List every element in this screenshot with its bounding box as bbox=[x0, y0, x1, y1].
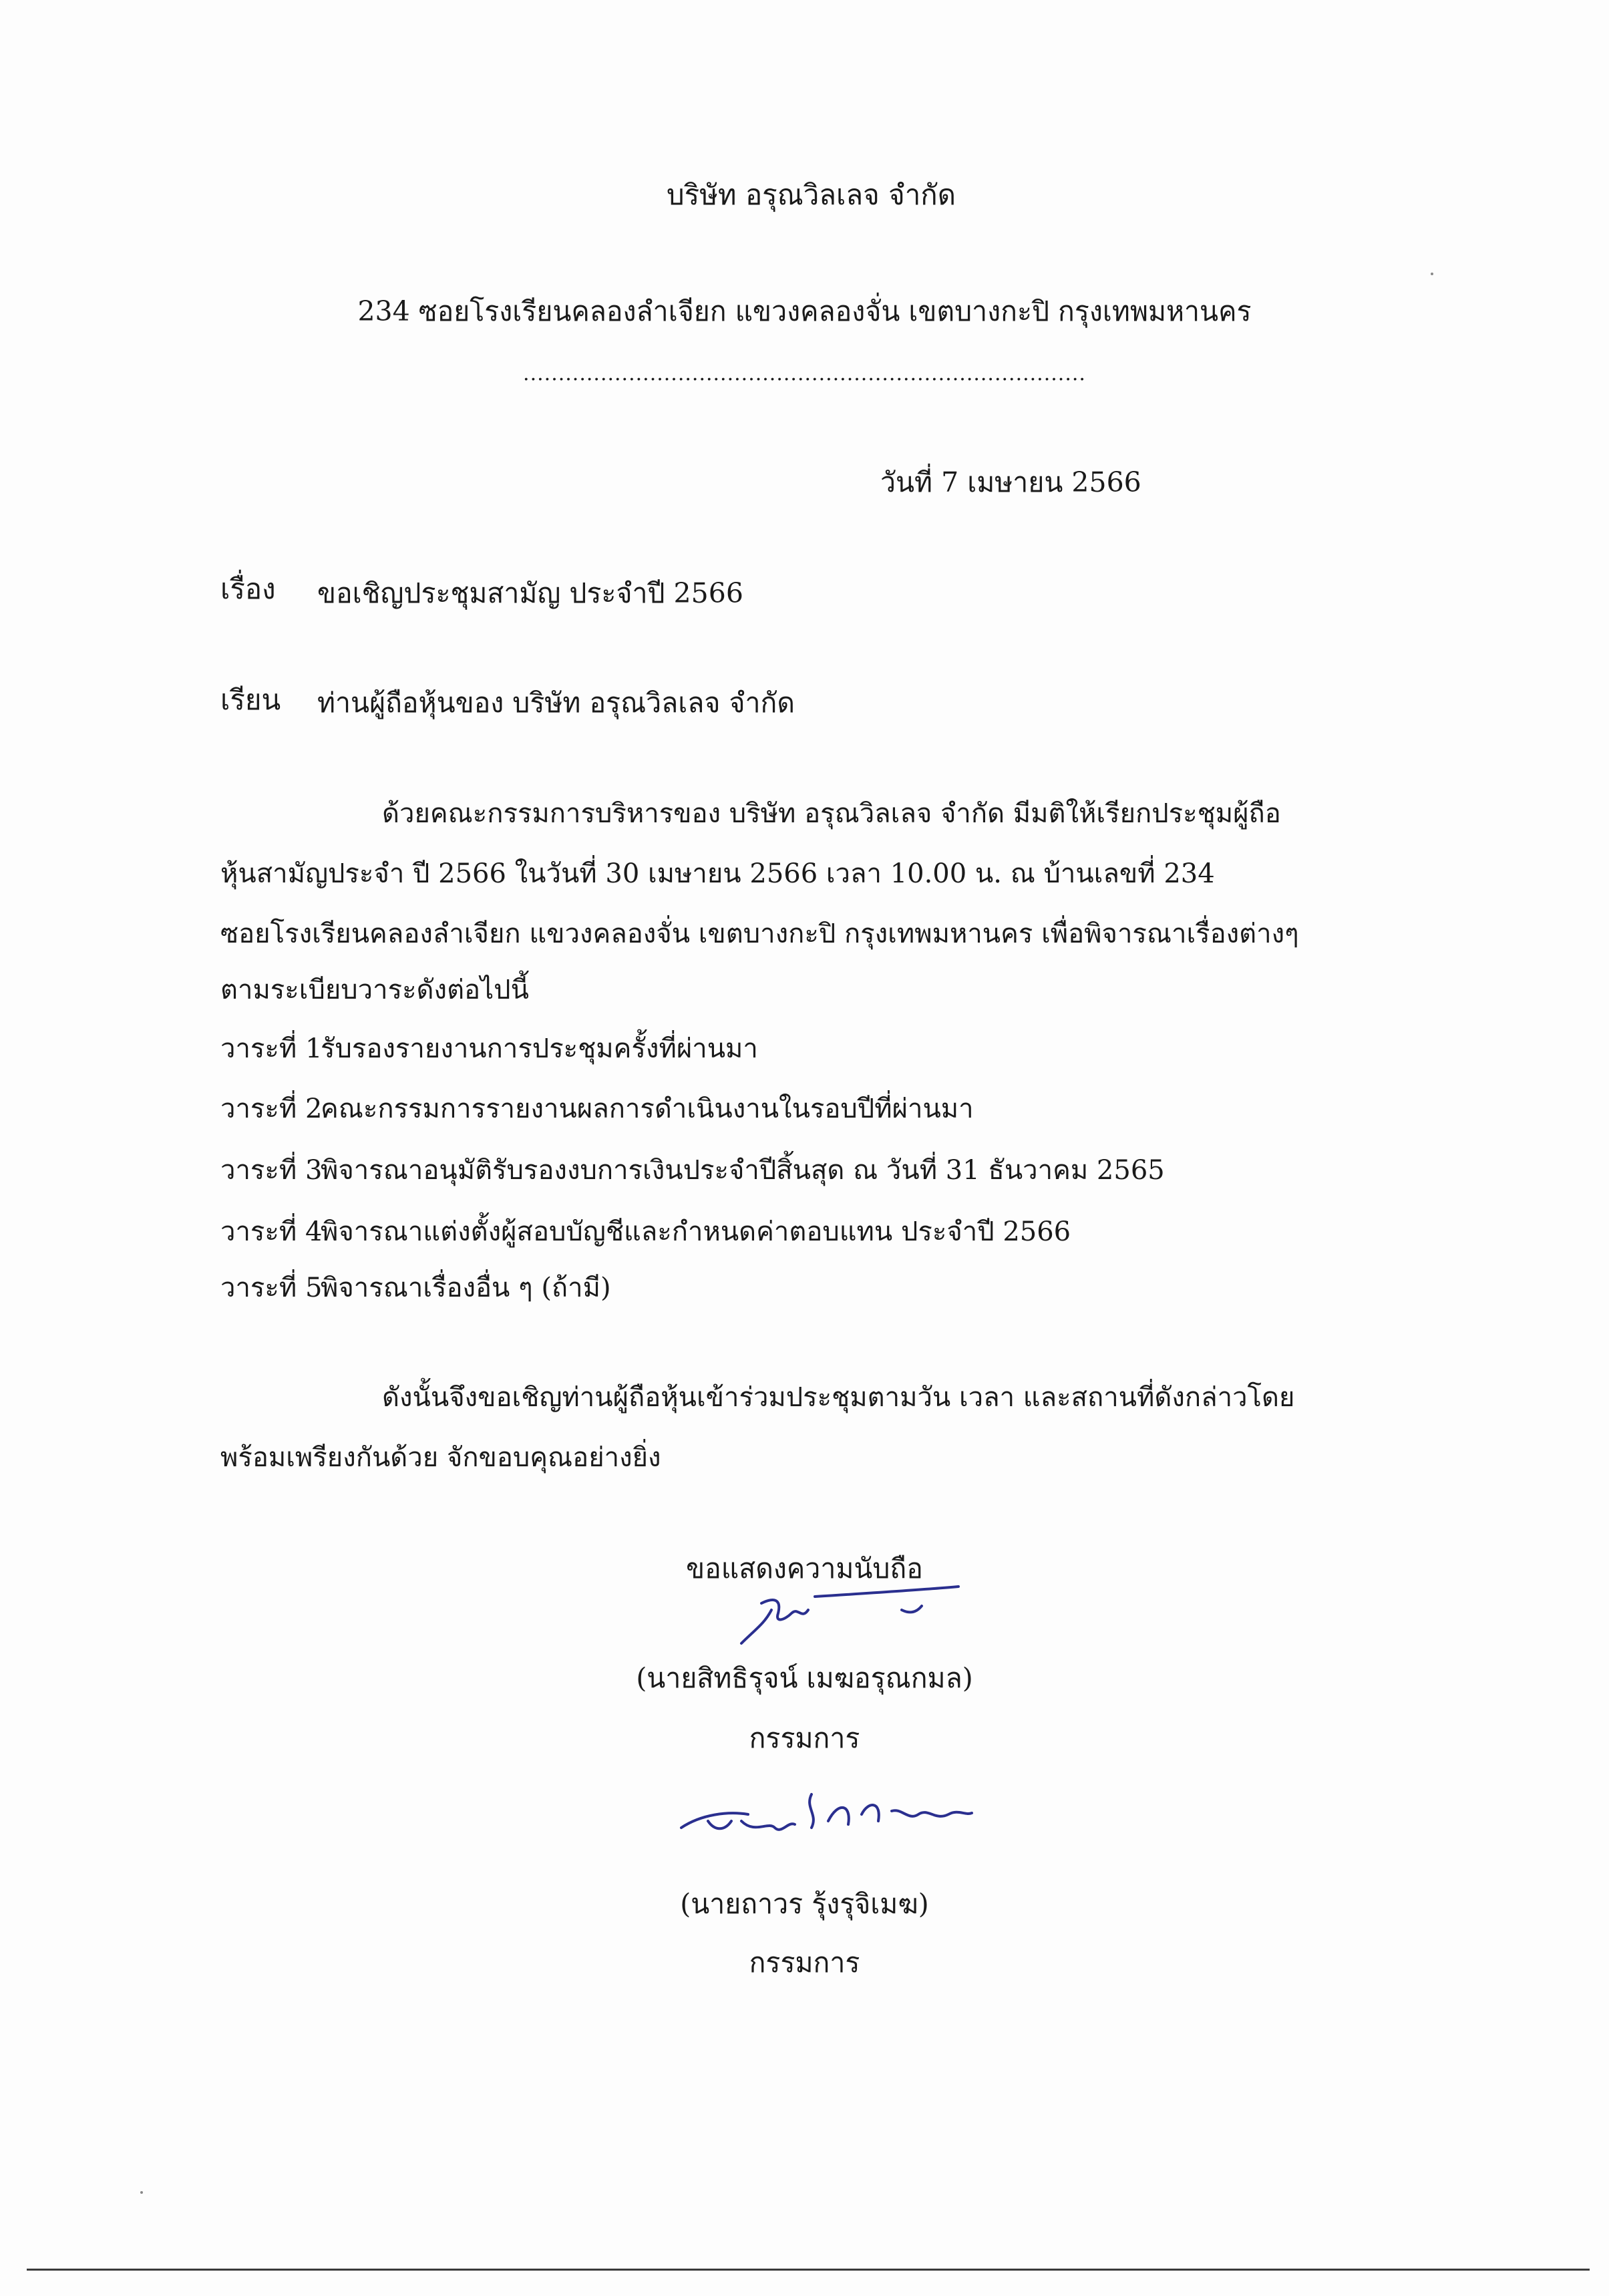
agenda-item-4 bbox=[220, 1212, 1071, 1252]
agenda-item-5 bbox=[220, 1268, 611, 1308]
body-line-2: หุ้นสามัญประจำ ปี 2566 ในวันที่ 30 เมษายน 2566 เวลา 10.00 น. ณ บ้านเลขที่ 234 bbox=[220, 858, 1215, 889]
agenda-text: พิจารณาแต่งตั้งผู้สอบบัญชีและกำหนดค่าตอบแทน ประจำปี 2566 bbox=[321, 1216, 1071, 1247]
agenda-number: วาระที่ 4 bbox=[220, 1216, 323, 1247]
scan-speck bbox=[1431, 273, 1433, 275]
addressee-text: ท่านผู้ถือหุ้นของ บริษัท อรุณวิลเลจ จำกัด bbox=[317, 687, 795, 719]
agenda-text: คณะกรรมการรายงานผลการดำเนินงานในรอบปีที่ผ่านมา bbox=[321, 1094, 974, 1124]
agenda-number: วาระที่ 1 bbox=[220, 1033, 323, 1064]
subject-text: ขอเชิญประชุมสามัญ ประจำปี 2566 bbox=[317, 577, 743, 609]
body-line-4: ตามระเบียบวาระดังต่อไปนี้ bbox=[220, 975, 529, 1005]
agenda-item-3 bbox=[220, 1150, 1165, 1190]
closing-line-1: ดังนั้นจึงขอเชิญท่านผู้ถือหุ้นเข้าร่วมประชุมตามวัน เวลา และสถานที่ดังกล่าวโดย bbox=[382, 1382, 1295, 1413]
scan-edge-line bbox=[27, 2269, 1590, 2271]
body-line-3: ซอยโรงเรียนคลองลำเจียก แขวงคลองจั่น เขตบางกะปิ กรุงเทพมหานคร เพื่อพิจารณาเรื่องต่างๆ bbox=[220, 919, 1299, 949]
agenda-text: รับรองรายงานการประชุมครั้งที่ผ่านมา bbox=[321, 1033, 758, 1064]
body-line-1: ด้วยคณะกรรมการบริหารของ บริษัท อรุณวิลเลจ จำกัด มีมติให้เรียกประชุมผู้ถือ bbox=[382, 798, 1281, 829]
signer-2-role: กรรมการ bbox=[749, 1947, 860, 1979]
dotted-separator: ................................................................................ bbox=[523, 362, 1086, 385]
agenda-text: พิจารณาเรื่องอื่น ๆ (ถ้ามี) bbox=[321, 1273, 611, 1303]
agenda-item-1 bbox=[220, 1029, 758, 1069]
signer-1-name: (นายสิทธิรุจน์ เมฆอรุณกมล) bbox=[636, 1662, 973, 1694]
signature-1 bbox=[735, 1583, 962, 1650]
scan-speck bbox=[140, 2191, 143, 2194]
company-address: 234 ซอยโรงเรียนคลองลำเจียก แขวงคลองจั่น เขตบางกะปิ กรุงเทพมหานคร bbox=[357, 295, 1252, 327]
signer-1-role: กรรมการ bbox=[749, 1722, 860, 1754]
agenda-number: วาระที่ 2 bbox=[220, 1094, 323, 1124]
agenda-text: พิจารณาอนุมัติรับรองงบการเงินประจำปีสิ้นสุด ณ วันที่ 31 ธันวาคม 2565 bbox=[321, 1155, 1165, 1186]
closing-salutation: ขอแสดงความนับถือ bbox=[686, 1552, 923, 1585]
company-name: บริษัท อรุณวิลเลจ จำกัด bbox=[667, 178, 956, 211]
letter-date: วันที่ 7 เมษายน 2566 bbox=[880, 466, 1141, 498]
agenda-item-2 bbox=[220, 1089, 974, 1129]
subject-label: เรื่อง bbox=[220, 572, 276, 605]
agenda-number: วาระที่ 5 bbox=[220, 1273, 323, 1303]
signature-2 bbox=[668, 1774, 982, 1848]
addressee-label: เรียน bbox=[220, 683, 281, 716]
closing-line-2: พร้อมเพรียงกันด้วย จักขอบคุณอย่างยิ่ง bbox=[220, 1442, 661, 1473]
signer-2-name: (นายถาวร รุ้งรุจิเมฆ) bbox=[680, 1888, 929, 1920]
agenda-number: วาระที่ 3 bbox=[220, 1155, 323, 1186]
